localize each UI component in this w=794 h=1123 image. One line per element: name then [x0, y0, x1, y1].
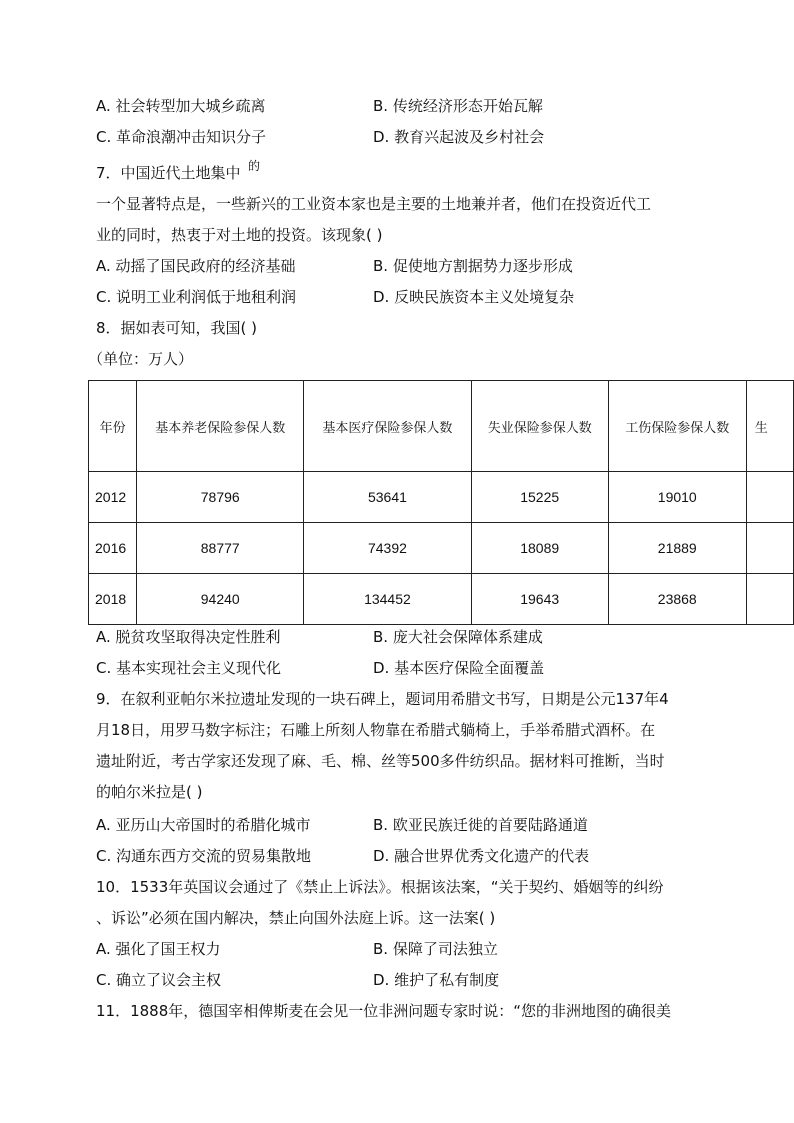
table-row [89, 523, 794, 574]
q9-option-c: C. 沟通东西方交流的贸易集散地 [96, 847, 312, 865]
q10-stem-line2: 、诉讼”必须在国内解决，禁止向国外法庭上诉。这一法案( ) [96, 909, 496, 927]
q9-stem-line1: 9．在叙利亚帕尔米拉遗址发现的一块石碑上，题词用希腊文书写，日期是公元137年4 [96, 690, 669, 708]
q10-option-c: C. 确立了议会主权 [96, 971, 222, 989]
table-cell [746, 574, 793, 625]
q6-option-d: D. 教育兴起波及乡村社会 [373, 128, 545, 146]
table-header-cell: 生 [746, 381, 793, 472]
table-cell: 78796 [137, 472, 304, 523]
table-cell: 18089 [471, 523, 608, 574]
q7-stem-line2: 一个显著特点是，一些新兴的工业资本家也是主要的土地兼并者，他们在投资近代工 [96, 195, 652, 213]
table-cell: 15225 [471, 472, 608, 523]
table-header-cell: 工伤保险参保人数 [608, 381, 746, 472]
table-cell: 21889 [608, 523, 746, 574]
table-cell: 19643 [471, 574, 608, 625]
table-cell: 74392 [304, 523, 471, 574]
table-cell: 19010 [608, 472, 746, 523]
q7-option-a: A. 动摇了国民政府的经济基础 [96, 257, 296, 275]
q8-option-d: D. 基本医疗保险全面覆盖 [373, 659, 545, 677]
q9-option-a: A. 亚历山大帝国时的希腊化城市 [96, 816, 311, 834]
table-header-cell: 基本养老保险参保人数 [137, 381, 304, 472]
table-cell [746, 523, 793, 574]
q9-stem-line2: 月18日，用罗马数字标注；石雕上所刻人物靠在希腊式躺椅上，手举希腊式酒杯。在 [96, 721, 656, 739]
q9-stem-line4: 的帕尔米拉是( ) [96, 783, 203, 801]
table-cell: 134452 [304, 574, 471, 625]
q6-option-b: B. 传统经济形态开始瓦解 [373, 97, 543, 115]
q8-option-b: B. 庞大社会保障体系建成 [373, 628, 543, 646]
q8-unit-label: （单位：万人） [88, 350, 194, 368]
q9-stem-line3: 遗址附近，考古学家还发现了麻、毛、棉、丝等500多件纺织品。据材料可推断，当时 [96, 752, 665, 770]
q10-stem-line1: 10．1533年英国议会通过了《禁止上诉法》。根据该法案，“关于契约、婚姻等的纠纷 [96, 878, 664, 896]
q7-option-b: B. 促使地方割据势力逐步形成 [373, 257, 573, 275]
q6-option-c: C. 革命浪潮冲击知识分子 [96, 128, 267, 146]
table-cell: 88777 [137, 523, 304, 574]
q7-stem-superscript: 的 [248, 159, 261, 173]
table-cell: 2016 [89, 523, 137, 574]
q7-option-c: C. 说明工业利润低于地租利润 [96, 288, 297, 306]
table-cell: 2018 [89, 574, 137, 625]
q8-stem: 8．据如表可知，我国( ) [96, 319, 258, 337]
table-header-cell: 基本医疗保险参保人数 [304, 381, 471, 472]
q7-option-d: D. 反映民族资本主义处境复杂 [373, 288, 575, 306]
table-row [89, 472, 794, 523]
table-header-cell: 年份 [89, 381, 137, 472]
q11-stem-line1: 11．1888年，德国宰相俾斯麦在会见一位非洲问题专家时说：“您的非洲地图的确很美 [96, 1002, 672, 1020]
table-cell: 53641 [304, 472, 471, 523]
q10-option-a: A. 强化了国王权力 [96, 940, 221, 958]
table-header-row [89, 381, 794, 472]
q10-option-d: D. 维护了私有制度 [373, 971, 500, 989]
q6-option-a: A. 社会转型加大城乡疏离 [96, 97, 266, 115]
q7-stem-line1: 7．中国近代土地集中 [96, 164, 241, 182]
q8-data-table [88, 380, 794, 625]
table-header-cell: 失业保险参保人数 [471, 381, 608, 472]
q8-option-c: C. 基本实现社会主义现代化 [96, 659, 282, 677]
table-row [89, 574, 794, 625]
q9-option-d: D. 融合世界优秀文化遗产的代表 [373, 847, 590, 865]
table-cell [746, 472, 793, 523]
q8-option-a: A. 脱贫攻坚取得决定性胜利 [96, 628, 281, 646]
q9-option-b: B. 欧亚民族迁徙的首要陆路通道 [373, 816, 588, 834]
q7-stem-line3: 业的同时，热衷于对土地的投资。该现象( ) [96, 226, 383, 244]
table-cell: 23868 [608, 574, 746, 625]
table-cell: 94240 [137, 574, 304, 625]
q10-option-b: B. 保障了司法独立 [373, 940, 498, 958]
table-cell: 2012 [89, 472, 137, 523]
